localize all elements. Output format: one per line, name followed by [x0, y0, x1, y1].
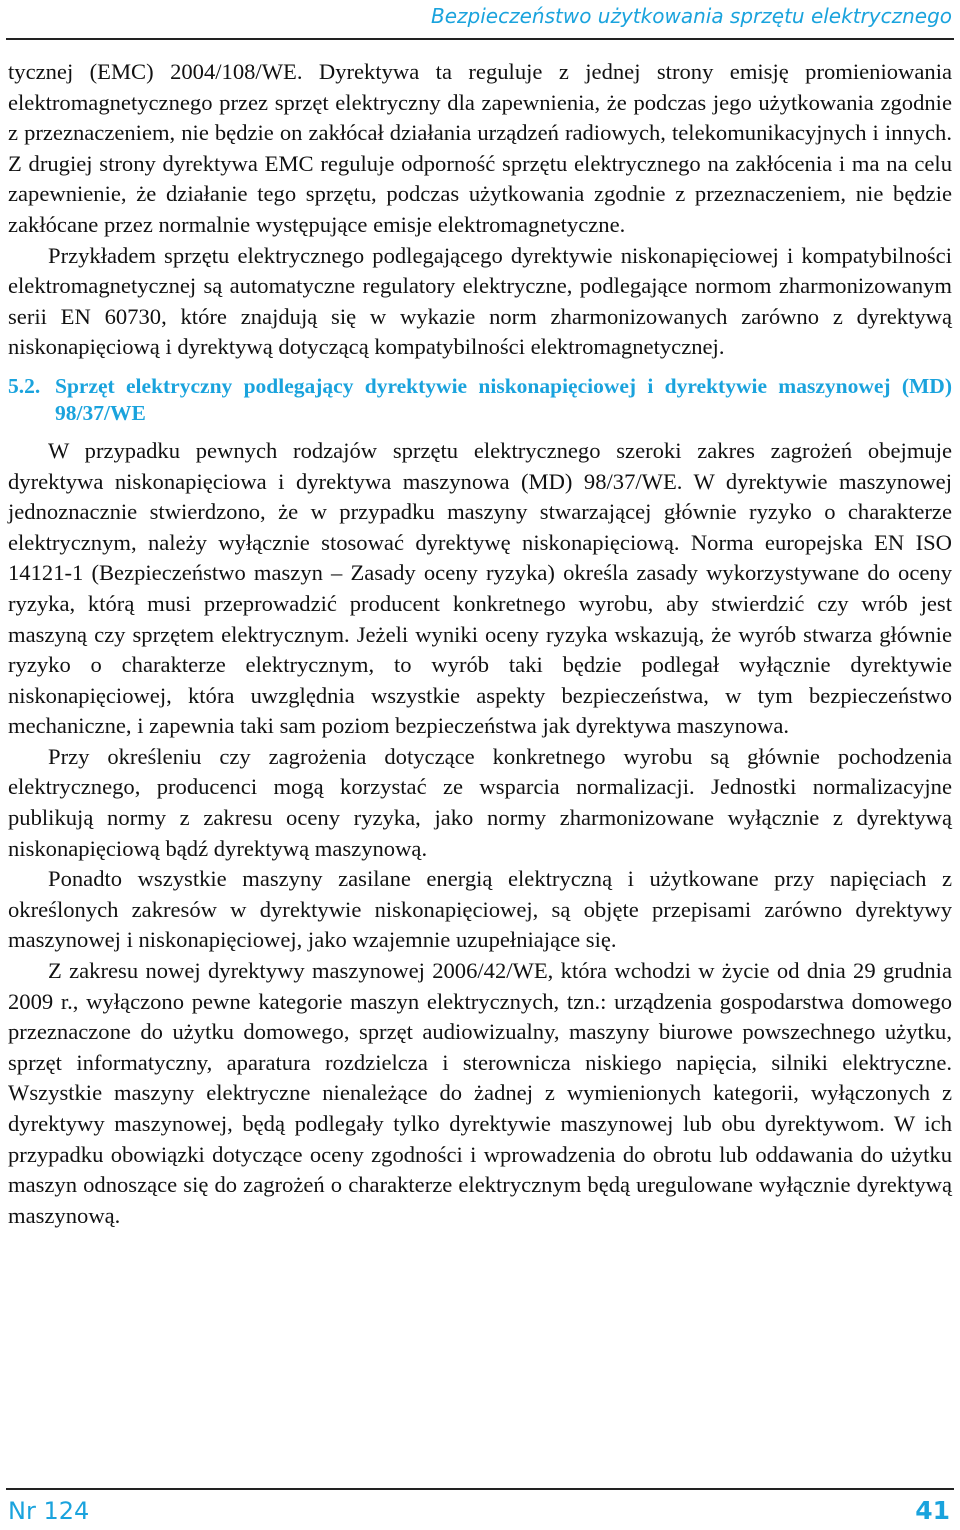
article-body [8, 57, 952, 1231]
footer-rule [6, 1488, 954, 1490]
section-title: Sprzęt elektryczny podlegający dyrektywie niskonapięciowej i dyrektywie maszynowej (MD) 98/37/WE [55, 373, 952, 425]
paragraph-1: tycznej (EMC) 2004/108/WE. Dyrektywa ta reguluje z jednej strony emisję promieniowania elektromagnetycznego przez sprzęt elektryczny dla zapewnienia, że podczas jego użytkowania zgodnie z przeznaczeniem, nie będzie on zakłócał działania urządzeń radiowych, telekomunikacyjnych i innych. Z drugiej strony dyrektywa EMC reguluje odporność sprzętu elektrycznego na zakłócenia i ma na celu zapewnienie, że działanie tego sprzętu, podczas użytkowania zgodnie z przeznaczeniem, nie będzie zakłócane przez normalnie występujące emisje elektromagnetyczne. [8, 59, 952, 237]
paragraph-6: Z zakresu nowej dyrektywy maszynowej 2006/42/WE, która wchodzi w życie od dnia 29 grudnia 2009 r., wyłączono pewne kategorie maszyn elektrycznych, tzn.: urządzenia gospodarstwa domowego przeznaczone do użytku domowego, sprzęt audiowizualny, maszyny biurowe powszechnego użytku, sprzęt informatyczny, aparatura rozdzielcza i sterownicza niskiego napięcia, silniki elektryczne. Wszystkie maszyny elektryczne nienależące do żadnej z wymienionych kategorii, wyłączonych z dyrektywy maszynowej, będą podlegały tylko dyrektywie maszynowej lub obu dyrektywom. W ich przypadku obowiązki dotyczące oceny zgodności i wprowadzenia do obrotu lub oddawania do użytku maszyn odnoszące się do zagrożeń o charakterze elektrycznym będą uregulowane wyłącznie dyrektywą maszynową. [8, 958, 952, 1228]
running-header: Bezpieczeństwo użytkowania sprzętu elektrycznego [431, 4, 952, 28]
section-heading [8, 373, 952, 427]
paragraph-5: Ponadto wszystkie maszyny zasilane energią elektryczną i użytkowane przy napięciach z określonych zakresów w dyrektywie niskonapięciowej, są objęte przepisami zarówno dyrektywy maszynowej i niskonapięciowej, jako wzajemnie uzupełniające się. [8, 866, 952, 953]
paragraph-2: Przykładem sprzętu elektrycznego podlegającego dyrektywie niskonapięciowej i kompatybilności elektromagnetycznej są automatyczne regulatory elektryczne, podlegające normom zharmonizowanym serii EN 60730, które znajdują się w wykazie norm zharmonizowanych zarówno z dyrektywą niskonapięciową i dyrektywą dotyczącą kompatybilności elektromagnetycznej. [8, 242, 952, 360]
paragraph-4: Przy określeniu czy zagrożenia dotyczące konkretnego wyrobu są głównie pochodzenia elektrycznego, producenci mogą korzystać ze wsparcia normalizacji. Jednostki normalizacyjne publikują normy z zakresu oceny ryzyka, jako normy zharmonizowane wyłącznie z dyrektywą niskonapięciową bądź dyrektywą maszynową. [8, 743, 952, 861]
page-number: 41 [915, 1496, 950, 1525]
issue-number: Nr 124 [8, 1497, 90, 1525]
section-number: 5.2. [8, 373, 41, 398]
paragraph-3: W przypadku pewnych rodzajów sprzętu elektrycznego szeroki zakres zagrożeń obejmuje dyrektywa niskonapięciowa i dyrektywa maszynowa (MD) 98/37/WE. W dyrektywie maszynowej jednoznacznie stwierdzono, że w przypadku maszyny stwarzającej głównie ryzyko o charakterze elektrycznym, należy wyłącznie stosować dyrektywę niskonapięciową. Norma europejska EN ISO 14121-1 (Bezpieczeństwo maszyn – Zasady oceny ryzyka) określa zasady wykorzystywane do oceny ryzyka, którą musi przeprowadzić producent konkretnego wyrobu, aby stwierdzić czy wrób jest maszyną czy sprzętem elektrycznym. Jeżeli wyniki oceny ryzyka wskazują, że wyrób stwarza głównie ryzyko o charakterze elektrycznym, to wyrób taki będzie podlegał wyłącznie dyrektywie niskonapięciowej, która uwzględnia wszystkie aspekty bezpieczeństwa, w tym bezpieczeństwo mechaniczne, i zapewnia taki sam poziom bezpieczeństwa jak dyrektywa maszynowa. [8, 437, 952, 739]
header-rule [6, 38, 954, 40]
